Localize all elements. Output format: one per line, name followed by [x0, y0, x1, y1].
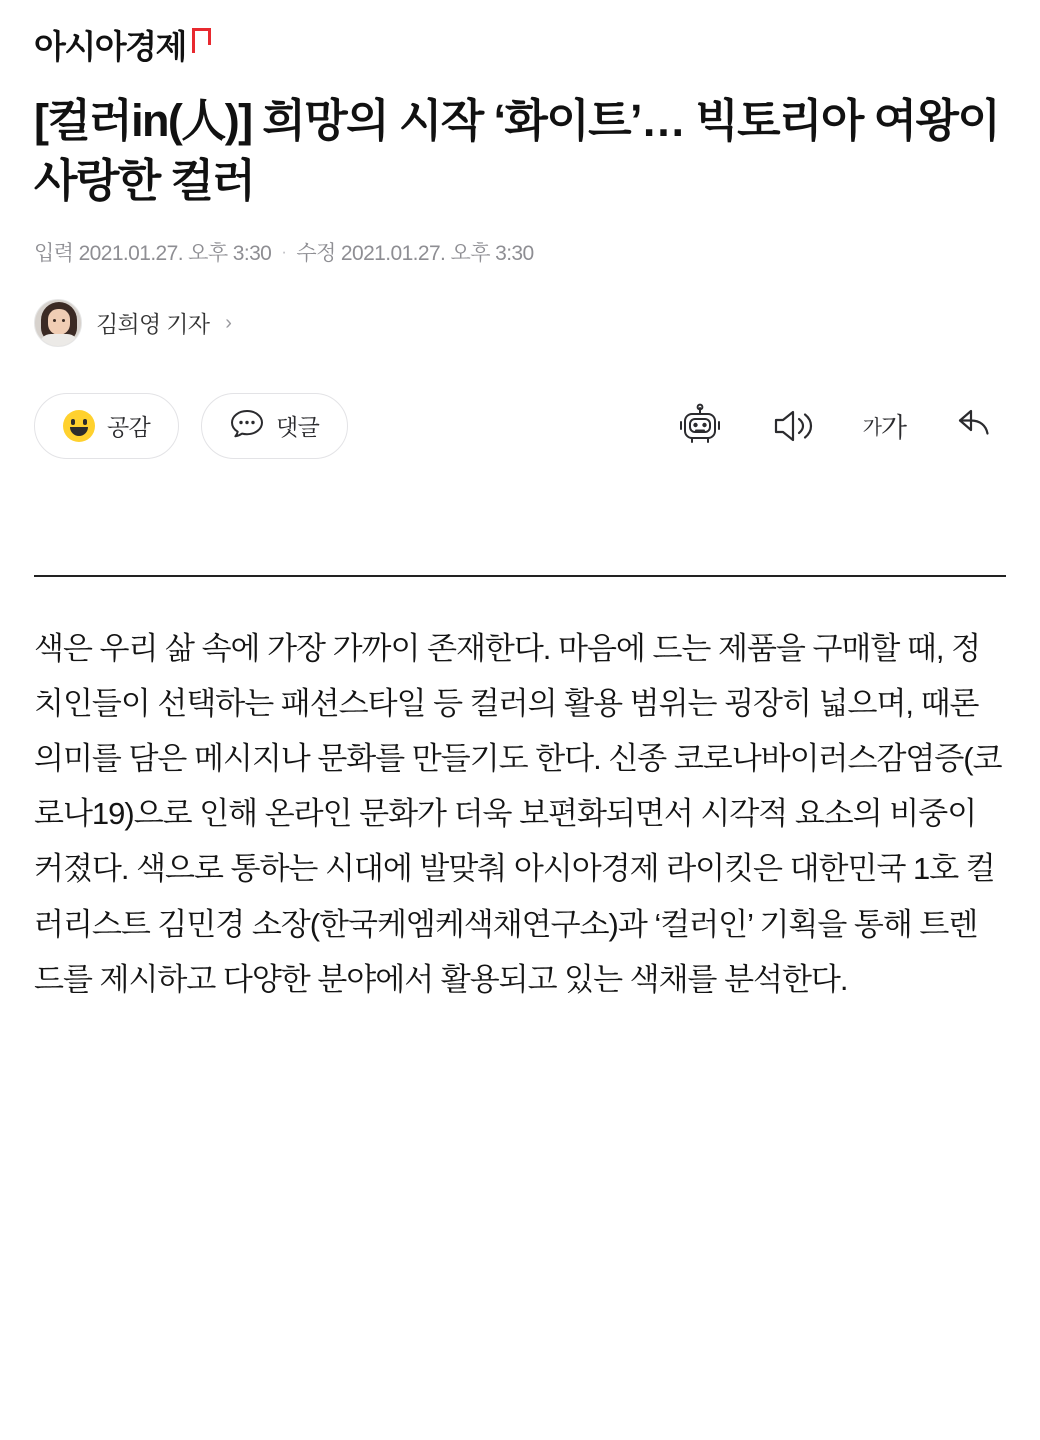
- updated-date: 수정 2021.01.27. 오후 3:30: [296, 241, 534, 265]
- publisher-name: 아시아경제: [34, 28, 186, 65]
- avatar-body: [39, 334, 79, 346]
- comment-button[interactable]: [201, 393, 348, 459]
- page-title: [컬러in(人)] 희망의 시작 ‘화이트’… 빅토리아 여왕이 사랑한 컬러: [34, 95, 1000, 206]
- date-separator: ·: [281, 241, 287, 261]
- avatar-face: [48, 309, 70, 335]
- font-size-small-label: 가: [862, 417, 881, 440]
- action-bar-right: [677, 403, 1000, 449]
- speaker-icon[interactable]: [771, 406, 815, 446]
- content-divider: [34, 575, 1006, 577]
- chevron-right-icon: ›: [225, 311, 232, 334]
- robot-icon[interactable]: [677, 403, 723, 449]
- share-icon[interactable]: [954, 406, 996, 446]
- published-date: 입력 2021.01.27. 오후 3:30: [34, 241, 272, 265]
- font-size-icon[interactable]: [863, 406, 906, 445]
- like-button[interactable]: [34, 393, 179, 459]
- reporter-name: 김희영 기자: [96, 311, 210, 338]
- smiley-face-icon: [63, 410, 95, 442]
- article-action-bar: [34, 393, 1006, 459]
- comment-button-label: 댓글: [276, 414, 320, 441]
- font-size-large-label: 가: [880, 413, 906, 444]
- publisher-header: [34, 0, 1006, 73]
- reporter-byline[interactable]: [34, 299, 232, 347]
- action-bar-left: [34, 393, 348, 459]
- article-dates: [34, 237, 1006, 267]
- speech-bubble-icon: [230, 408, 264, 443]
- avatar-eye-left: [53, 319, 56, 322]
- quote-mark-icon: [192, 28, 211, 53]
- publisher-logo[interactable]: [34, 30, 211, 63]
- article-body: 색은 우리 삶 속에 가장 가까이 존재한다. 마음에 드는 제품을 구매할 때, 정치인들이 선택하는 패션스타일 등 컬러의 활용 범위는 굉장히 넓으며, 때론 의미를 담은 메시지나 문화를 만들기도 한다. 신종 코로나바이러스감염증(코로나19)으로 인해 온라인 문화가 더욱 보편화되면서 시각적 요소의 비중이 커졌다. 색으로 통하는 시대에 발맞춰 아시아경제 라이킷은 대한민국 1호 컬러리스트 김민경 소장(한국케엠케색채연구소)과 ‘컬러인’ 기획을 통해 트렌드를 제시하고 다양한 분야에서 활용되고 있는 색채를 분석한다.: [34, 630, 1002, 997]
- avatar: [34, 299, 82, 347]
- like-button-label: 공감: [107, 414, 151, 441]
- avatar-eye-right: [62, 319, 65, 322]
